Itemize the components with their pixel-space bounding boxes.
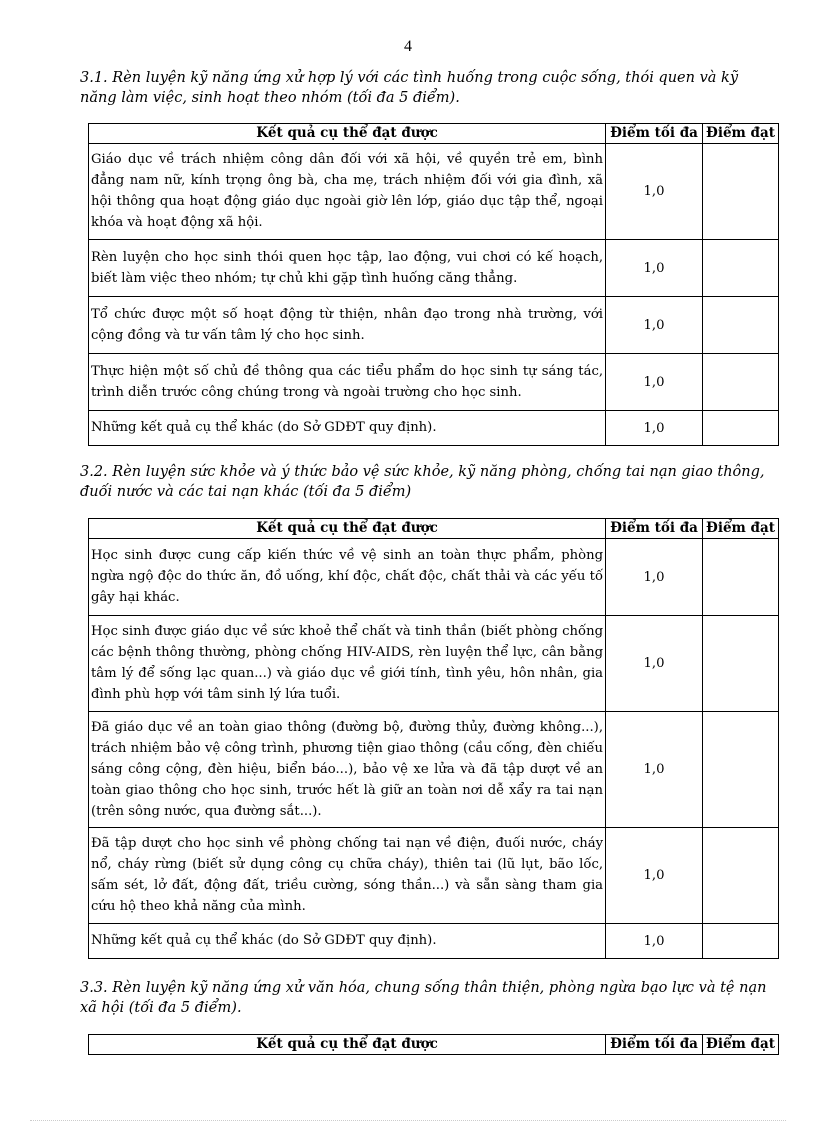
- row-max-score: 1,0: [606, 616, 703, 712]
- row-achieved-score[interactable]: [703, 828, 779, 924]
- row-max-score: 1,0: [606, 539, 703, 616]
- row-result: Những kết quả cụ thể khác (do Sở GDĐT quy định).: [89, 411, 606, 446]
- row-result: Đã tập dượt cho học sinh về phòng chống tai nạn về điện, đuối nước, cháy nổ, cháy rừng (biết sử dụng công cụ chữa cháy), thiên tai (lũ lụt, bão lốc, sấm sét, lở đất, động đất, triều cường, sóng thần...) và sẵn sàng tham gia cứu hộ theo khả năng của mình.: [89, 828, 606, 924]
- table-row: [89, 354, 779, 411]
- row-max-score: 1,0: [606, 297, 703, 354]
- row-result: Đã giáo dục về an toàn giao thông (đường bộ, đường thủy, đường không...), trách nhiệm bảo vệ công trình, phương tiện giao thông (cầu cống, đèn chiếu sáng công cộng, đèn hiệu, biển báo...), bảo vệ xe lửa và đã tập dượt về an toàn giao thông cho học sinh, trước hết là giữ an toàn nơi dễ xẩy ra tai nạn (trên sông nước, qua đường sắt...).: [89, 712, 606, 828]
- row-achieved-score[interactable]: [703, 924, 779, 959]
- row-max-score: 1,0: [606, 924, 703, 959]
- row-achieved-score[interactable]: [703, 616, 779, 712]
- row-achieved-score[interactable]: [703, 240, 779, 297]
- table-row: [89, 297, 779, 354]
- row-achieved-score[interactable]: [703, 354, 779, 411]
- row-result: Tổ chức được một số hoạt động từ thiện, nhân đạo trong nhà trường, với cộng đồng và tư vấn tâm lý cho học sinh.: [89, 297, 606, 354]
- row-result: Những kết quả cụ thể khác (do Sở GDĐT quy định).: [89, 924, 606, 959]
- row-max-score: 1,0: [606, 240, 703, 297]
- table-row: [89, 616, 779, 712]
- page-number: 4: [404, 38, 412, 55]
- row-result: Học sinh được cung cấp kiến thức về vệ sinh an toàn thực phẩm, phòng ngừa ngộ độc do thức ăn, đồ uống, khí độc, chất độc, chất thải và các yếu tố gây hại khác.: [89, 539, 606, 616]
- table-row: [89, 924, 779, 959]
- header-max-score: Điểm tối đa: [606, 1035, 703, 1055]
- header-max-score: Điểm tối đa: [606, 519, 703, 539]
- row-result: Giáo dục về trách nhiệm công dân đối với xã hội, về quyền trẻ em, bình đẳng nam nữ, kính trọng ông bà, cha mẹ, trách nhiệm đối với gia đình, xã hội thông qua hoạt động giáo dục ngoài giờ lên lớp, giáo dục tập thể, ngoại khóa và hoạt động xã hội.: [89, 144, 606, 240]
- row-achieved-score[interactable]: [703, 411, 779, 446]
- row-achieved-score[interactable]: [703, 144, 779, 240]
- row-achieved-score[interactable]: [703, 539, 779, 616]
- row-achieved-score[interactable]: [703, 712, 779, 828]
- row-result: Thực hiện một số chủ đề thông qua các tiểu phẩm do học sinh tự sáng tác, trình diễn trước công chúng trong và ngoài trường cho học sinh.: [89, 354, 606, 411]
- table-header-row: [89, 124, 779, 144]
- table-header-row: [89, 1035, 779, 1055]
- criteria-table-3-3: [88, 1034, 779, 1055]
- section-heading-3-1: 3.1. Rèn luyện kỹ năng ứng xử hợp lý với các tình huống trong cuộc sống, thói quen và kỹ năng làm việc, sinh hoạt theo nhóm (tối đa 5 điểm).: [80, 70, 739, 106]
- row-max-score: 1,0: [606, 144, 703, 240]
- header-result: Kết quả cụ thể đạt được: [89, 124, 606, 144]
- header-result: Kết quả cụ thể đạt được: [89, 1035, 606, 1055]
- page-bottom-divider: [30, 1120, 786, 1121]
- table-row: [89, 144, 779, 240]
- row-achieved-score[interactable]: [703, 297, 779, 354]
- header-max-score: Điểm tối đa: [606, 124, 703, 144]
- row-max-score: 1,0: [606, 411, 703, 446]
- table-row: [89, 712, 779, 828]
- table-header-row: [89, 519, 779, 539]
- header-result: Kết quả cụ thể đạt được: [89, 519, 606, 539]
- header-achieved-score: Điểm đạt: [703, 519, 779, 539]
- header-achieved-score: Điểm đạt: [703, 1035, 779, 1055]
- section-heading-3-2: 3.2. Rèn luyện sức khỏe và ý thức bảo vệ sức khỏe, kỹ năng phòng, chống tai nạn giao thông, đuối nước và các tai nạn khác (tối đa 5 điểm): [80, 464, 765, 500]
- row-max-score: 1,0: [606, 712, 703, 828]
- row-max-score: 1,0: [606, 354, 703, 411]
- table-row: [89, 240, 779, 297]
- row-result: Học sinh được giáo dục về sức khoẻ thể chất và tinh thần (biết phòng chống các bệnh thông thường, phòng chống HIV-AIDS, rèn luyện thể lực, cân bằng tâm lý để sống lạc quan...) và giáo dục về giới tính, tình yêu, hôn nhân, gia đình phù hợp với tâm sinh lý lứa tuổi.: [89, 616, 606, 712]
- row-max-score: 1,0: [606, 828, 703, 924]
- section-heading-3-3: 3.3. Rèn luyện kỹ năng ứng xử văn hóa, chung sống thân thiện, phòng ngừa bạo lực và tệ nạn xã hội (tối đa 5 điểm).: [80, 980, 767, 1016]
- row-result: Rèn luyện cho học sinh thói quen học tập, lao động, vui chơi có kế hoạch, biết làm việc theo nhóm; tự chủ khi gặp tình huống căng thẳng.: [89, 240, 606, 297]
- table-row: [89, 411, 779, 446]
- header-achieved-score: Điểm đạt: [703, 124, 779, 144]
- criteria-table-3-1: [88, 123, 779, 446]
- table-row: [89, 828, 779, 924]
- table-row: [89, 539, 779, 616]
- criteria-table-3-2: [88, 518, 779, 959]
